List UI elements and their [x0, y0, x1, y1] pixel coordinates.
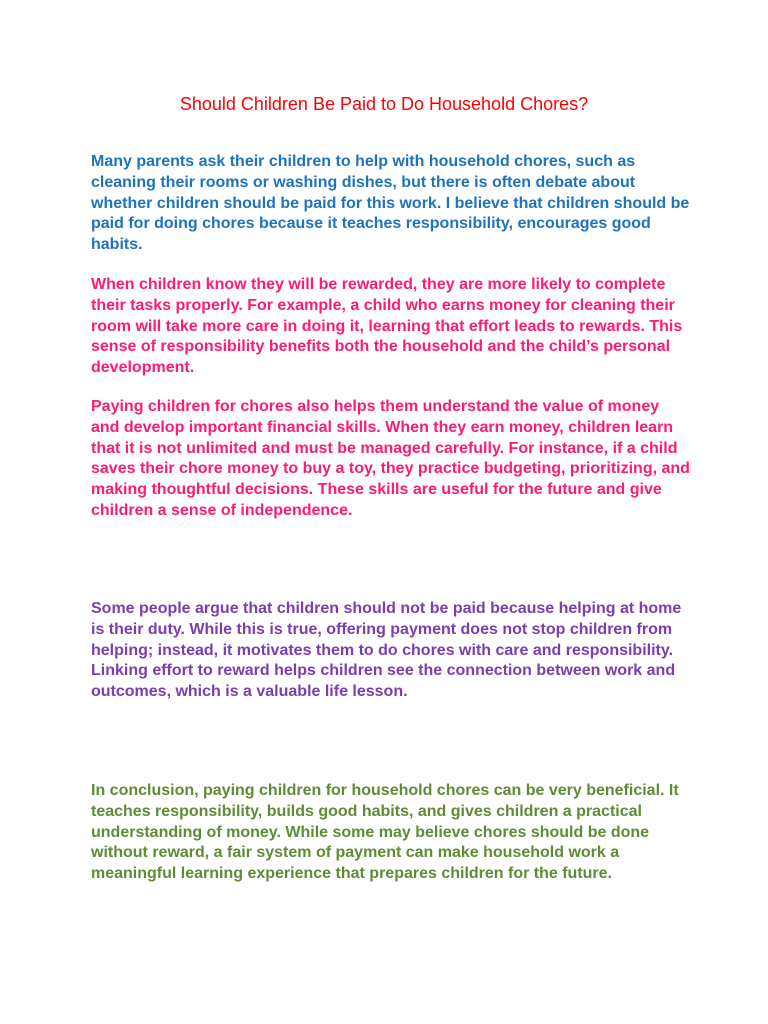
reward-paragraph: When children know they will be rewarded, they are more likely to complete their tasks properly. For example, a child who earns money for cleaning their room will take more care in doing it, learning that effort leads to rewards. This sense of responsibility benefits both the household and the child’s personal development.	[91, 276, 683, 377]
financial-skills-paragraph: Paying children for chores also helps them understand the value of money and develop important financial skills. When they earn money, children learn that it is not unlimited and must be managed carefully. For instance, if a child saves their chore money to buy a toy, they practice budgeting, prioritizing, and making thoughtful decisions. These skills are useful for the future and give children a sense of independence.	[91, 398, 690, 519]
document-title: Should Children Be Paid to Do Household Chores?	[179, 94, 589, 114]
conclusion-paragraph: In conclusion, paying children for household chores can be very beneficial. It teaches responsibility, builds good habits, and gives children a practical understanding of money. While some may believe chores should be done without reward, a fair system of payment can make household work a meaningful learning experience that prepares children for the future.	[91, 782, 679, 883]
counterargument-paragraph: Some people argue that children should not be paid because helping at home is their duty. While this is true, offering payment does not stop children from helping; instead, it motivates them to do chores with care and responsibility. Linking effort to reward helps children see the connection between work and outcomes, which is a valuable life lesson.	[91, 600, 682, 701]
intro-paragraph: Many parents ask their children to help with household chores, such as cleaning their rooms or washing dishes, but there is often debate about whether children should be paid for this work. I believe that children should be paid for doing chores because it teaches responsibility, encourages good habits.	[91, 153, 690, 254]
